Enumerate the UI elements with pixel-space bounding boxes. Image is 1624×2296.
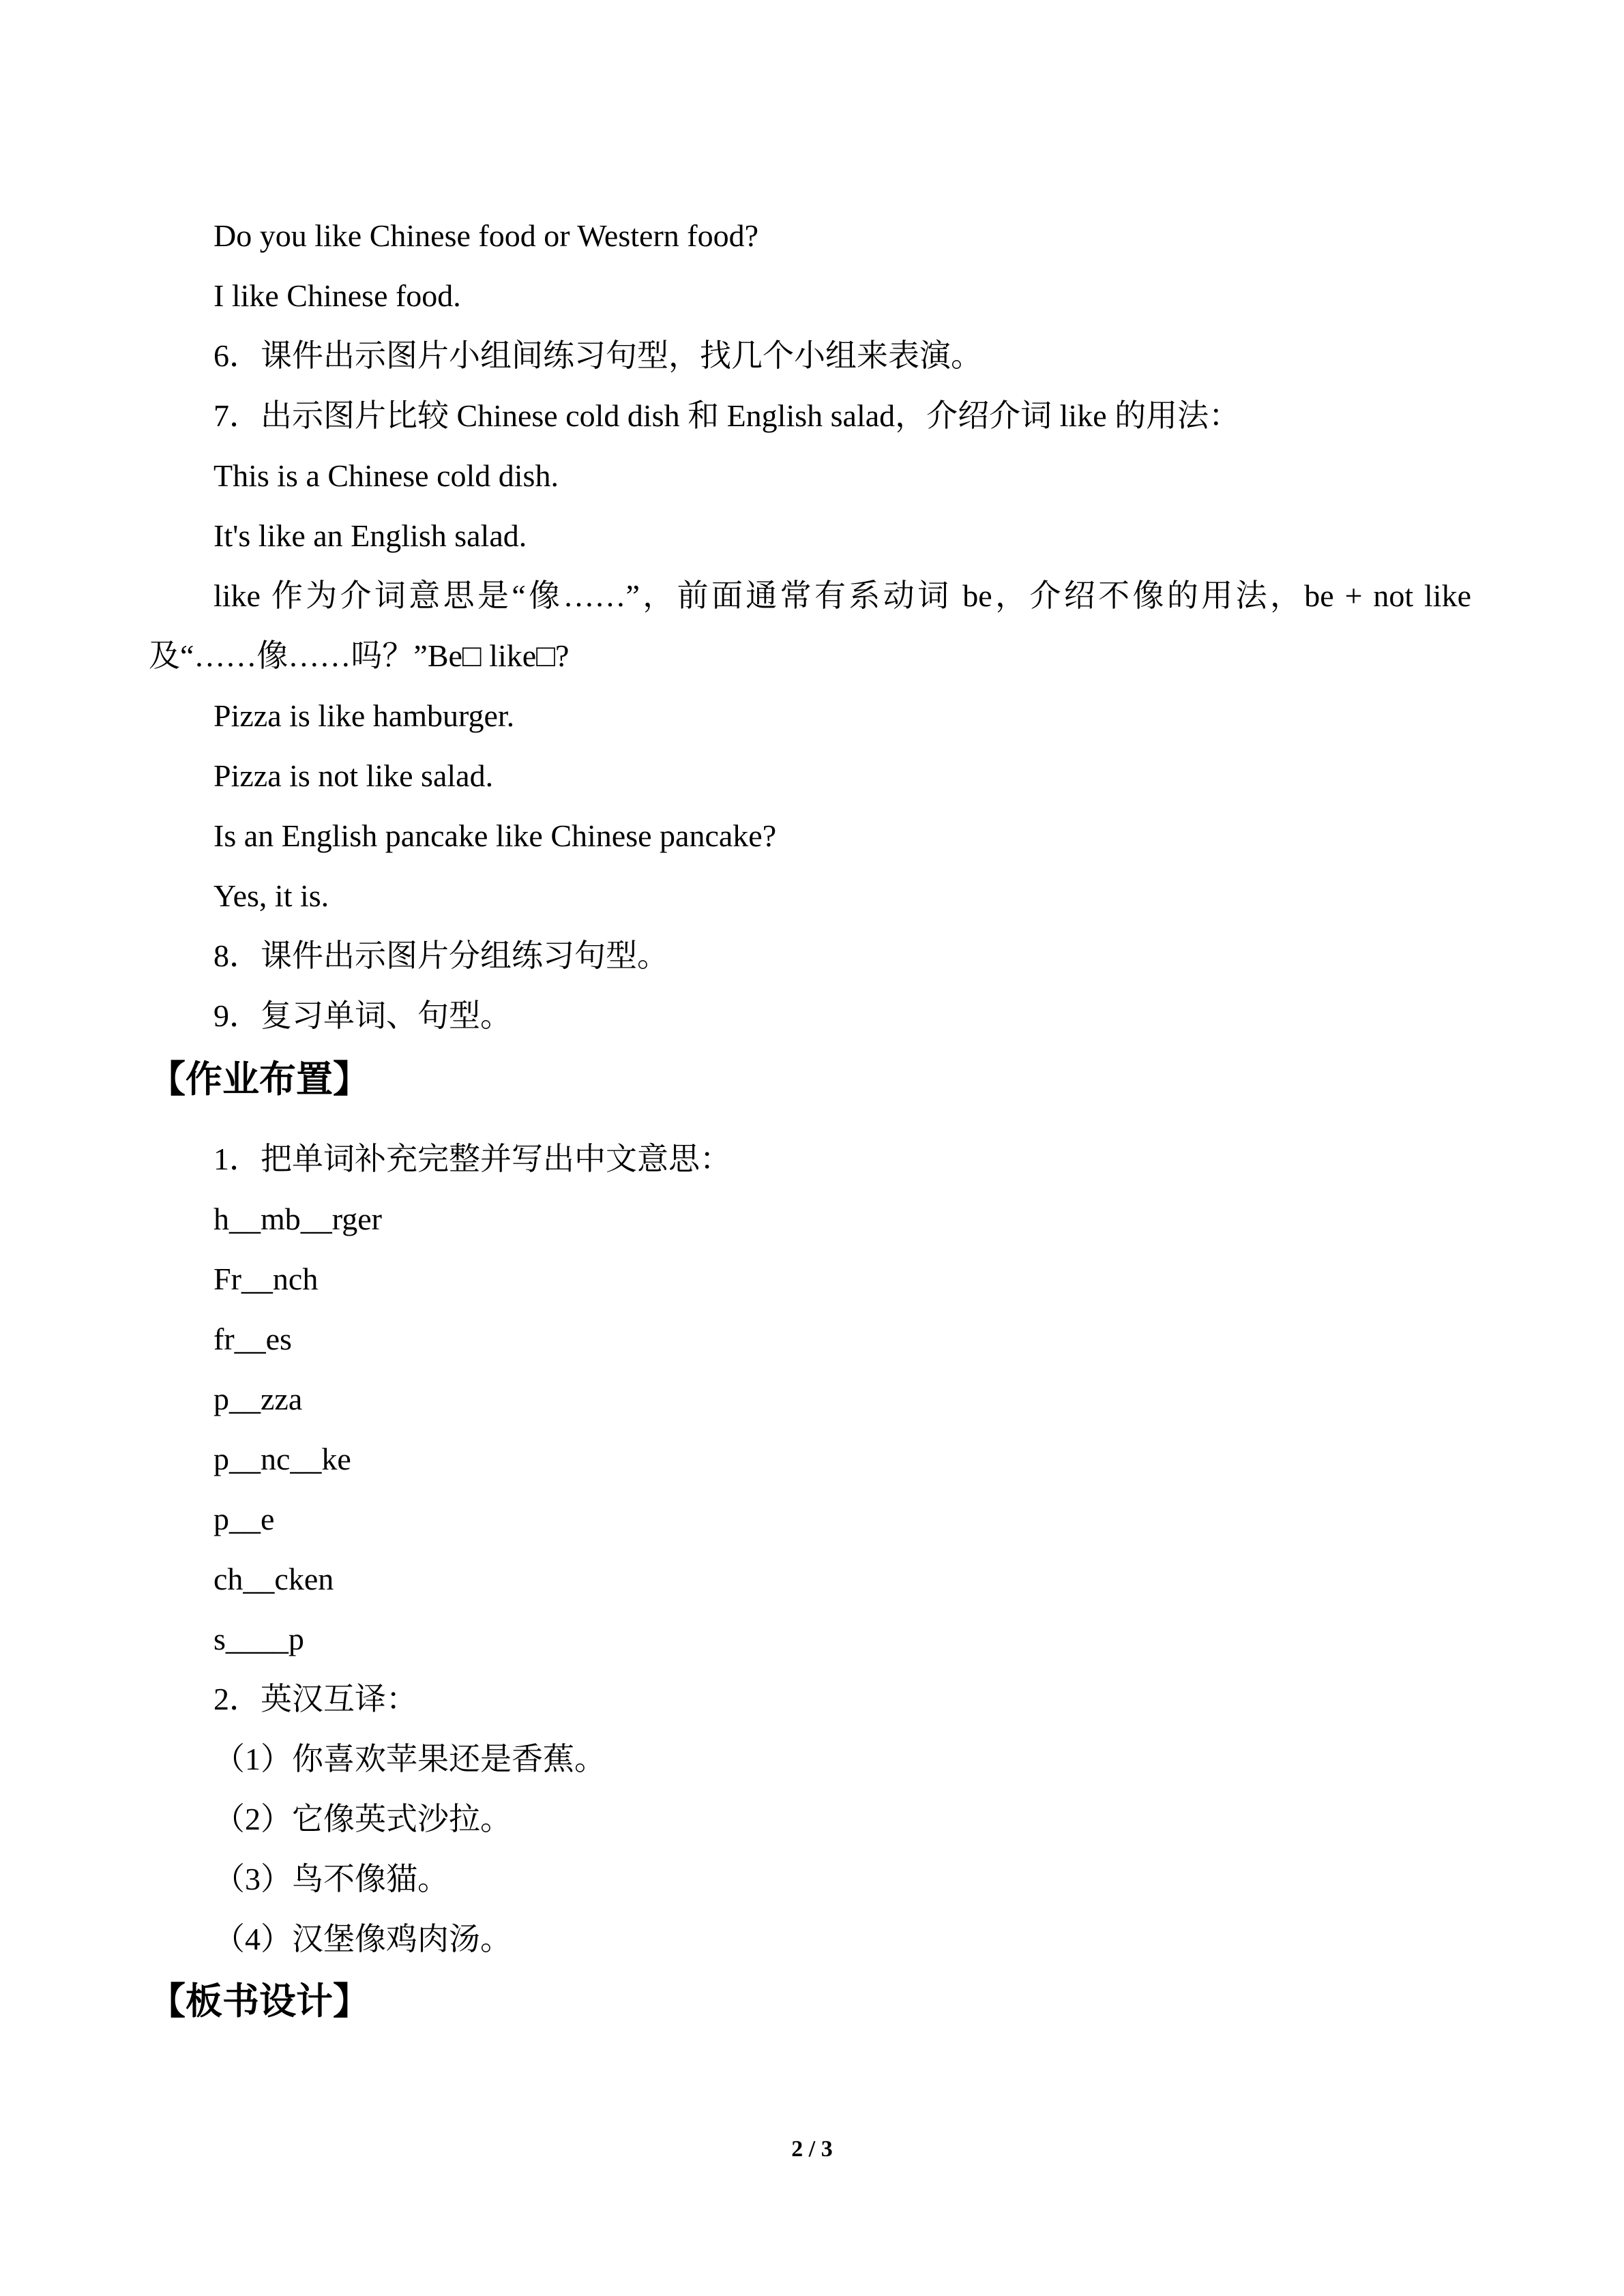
page-number: 2 / 3: [791, 2136, 833, 2162]
word-item: p__nc__ke: [213, 1442, 351, 1476]
word-item: Fr__nch: [213, 1262, 319, 1296]
board-design-heading: 【板书设计】: [149, 1980, 370, 2023]
word-item: p__zza: [213, 1382, 303, 1416]
example-pizza-hamburger: Pizza is like hamburger.: [213, 698, 515, 733]
lesson-step-6: 6．课件出示图片小组间练习句型，找几个小组来表演。: [213, 338, 982, 373]
example-pancake-question: Is an English pancake like Chinese pancake?: [213, 818, 777, 853]
word-item: ch__cken: [213, 1562, 334, 1596]
example-pizza-salad: Pizza is not like salad.: [213, 758, 494, 793]
word-item: p__e: [213, 1502, 275, 1536]
word-item: fr__es: [213, 1322, 292, 1356]
example-cold-dish: This is a Chinese cold dish.: [213, 458, 559, 493]
translation-item: （2）它像英式沙拉。: [213, 1802, 512, 1836]
homework-heading: 【作业布置】: [149, 1058, 370, 1101]
example-pancake-answer: Yes, it is.: [213, 878, 329, 913]
lesson-step-8: 8．课件出示图片分组练习句型。: [213, 938, 668, 973]
like-usage-paragraph-line-1: like 作为介词意思是“像……”，前面通常有系动词 be，介绍不像的用法，be + not like: [213, 578, 1471, 613]
lesson-line-question: Do you like Chinese food or Western food?: [213, 218, 759, 253]
lesson-line-answer: I like Chinese food.: [213, 278, 461, 313]
translation-item: （4）汉堡像鸡肉汤。: [213, 1922, 512, 1956]
word-item: h__mb__rger: [213, 1202, 383, 1236]
like-usage-paragraph-line-2: 及“……像……吗？”Be□ like□?: [149, 638, 570, 673]
translation-item: （1）你喜欢苹果还是香蕉。: [213, 1742, 606, 1776]
lesson-step-9: 9．复习单词、句型。: [213, 998, 512, 1033]
translation-item: （3）鸟不像猫。: [213, 1862, 449, 1896]
homework-task-1: 1．把单词补充完整并写出中文意思：: [213, 1142, 731, 1176]
example-english-salad: It's like an English salad.: [213, 518, 527, 553]
homework-task-2: 2．英汉互译：: [213, 1682, 417, 1716]
word-item: s____p: [213, 1622, 304, 1656]
lesson-step-7: 7．出示图片比较 Chinese cold dish 和 English salad，介绍介词 like 的用法：: [213, 398, 1241, 433]
